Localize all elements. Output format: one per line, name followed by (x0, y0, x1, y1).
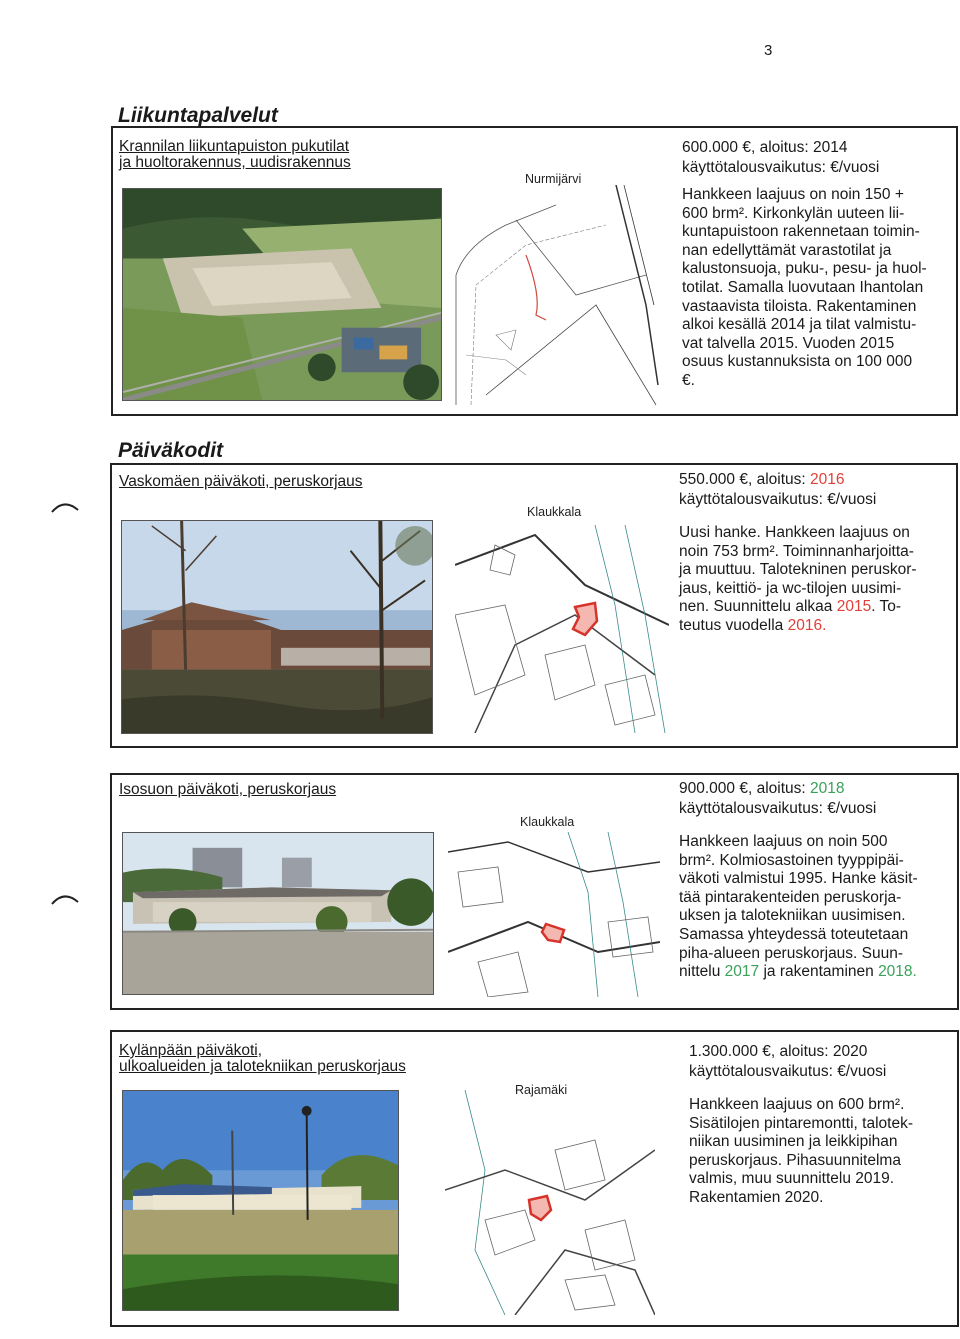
desc-line: €. (682, 371, 695, 389)
location-map-krannila (446, 185, 671, 410)
desc-line: totilat. Samalla luovutaan Ihantolan (682, 278, 924, 296)
desc-line: nittelu 2017 ja rakentaminen 2018. (679, 963, 917, 981)
desc-line: niikan uusiminen ja leikkipihan (689, 1133, 898, 1151)
desc-line: brm². Kolmiosastoinen tyyppipäi- (679, 851, 904, 869)
desc-line: Hankkeen laajuus on 600 brm². (689, 1096, 905, 1113)
desc-line: Rakentamien 2020. (689, 1188, 824, 1206)
desc-line: Hankkeen laajuus on noin 500 (679, 833, 888, 850)
photo-isosuo (122, 832, 434, 995)
desc-line: Samassa yhteydessä toteutetaan (679, 925, 909, 943)
cost-line: 550.000 €, aloitus: 2016 (679, 471, 845, 488)
operating-cost-line: käyttötalousvaikutus: €/vuosi (689, 1063, 887, 1080)
project-title-krannila (119, 139, 351, 171)
desc-line: Hankkeen laajuus on noin 150 + (682, 186, 904, 203)
cost-block-vaskomaki (679, 470, 876, 510)
photo-vaskomaki (121, 520, 433, 734)
section-heading-liikuntapalvelut: Liikuntapalvelut (118, 104, 278, 127)
aerial-photo-krannila (122, 188, 442, 401)
cost-block-isosuo (679, 779, 876, 819)
cost-line: 900.000 €, aloitus: 2018 (679, 780, 845, 797)
map-label-vaskomaki: Klaukkala (527, 505, 582, 519)
operating-cost-line: käyttötalousvaikutus: €/vuosi (679, 800, 877, 817)
project-title-vaskomaki (119, 474, 363, 490)
desc-line: kalustonsuoja, puku-, pesu- ja huol- (682, 260, 927, 278)
title-line: Kylänpään päiväkoti, (119, 1042, 263, 1059)
desc-line: 600 brm². Kirkonkylän uuteen lii- (682, 204, 905, 222)
desc-line: nan edellyttämät varastotilat ja (682, 241, 892, 259)
title-line: Vaskomäen päiväkoti, peruskorjaus (119, 473, 363, 490)
page-number: 3 (764, 42, 773, 59)
desc-line: vastaavista tiloista. Rakentaminen (682, 297, 917, 315)
corner-mark (50, 498, 80, 528)
title-line: Krannilan liikuntapuiston pukutilat (119, 138, 350, 155)
location-map-isosuo (448, 832, 660, 997)
project-title-kylanpaa (119, 1043, 406, 1075)
location-map-vaskomaki (455, 525, 669, 733)
description-kylanpaa (689, 1096, 913, 1208)
desc-line: peruskorjaus. Pihasuunnitelma (689, 1151, 901, 1169)
location-map-kylanpaa (445, 1090, 655, 1315)
title-line: ja huoltorakennus, uudisrakennus (119, 154, 351, 171)
desc-line: Sisätilojen pintaremontti, talotek- (689, 1114, 914, 1132)
desc-line: tää pintarakenteiden peruskorja- (679, 888, 902, 906)
desc-line: piha-alueen peruskorjaus. Suun- (679, 944, 904, 962)
desc-line: ja muuttuu. Talotekninen peruskor- (679, 561, 917, 579)
operating-cost-line: käyttötalousvaikutus: €/vuosi (682, 159, 880, 176)
desc-line: vat talvella 2015. Vuoden 2015 (682, 334, 895, 352)
desc-line: alkoi kesällä 2014 ja tilat valmistu- (682, 316, 917, 334)
map-label-krannila: Nurmijärvi (525, 172, 582, 186)
description-isosuo (679, 833, 918, 982)
desc-line: uksen ja talotekniikan uusimisen. (679, 907, 906, 925)
desc-line: teutus vuodella 2016. (679, 616, 827, 634)
title-line: Isosuon päiväkoti, peruskorjaus (119, 781, 337, 798)
cost-line: 600.000 €, aloitus: 2014 (682, 139, 848, 156)
section-heading-paivakodit: Päiväkodit (118, 439, 224, 462)
description-krannila (682, 186, 927, 391)
cost-block-kylanpaa (689, 1042, 886, 1082)
photo-kylanpaa (122, 1090, 399, 1311)
desc-line: valmis, muu suunnittelu 2019. (689, 1170, 895, 1188)
title-line: ulkoalueiden ja talotekniikan peruskorjaus (119, 1058, 406, 1075)
cost-block-krannila (682, 138, 879, 178)
desc-line: nen. Suunnittelu alkaa 2015. To- (679, 598, 902, 616)
start-year: 2016 (810, 471, 845, 488)
cost-line: 1.300.000 €, aloitus: 2020 (689, 1043, 868, 1060)
operating-cost-line: käyttötalousvaikutus: €/vuosi (679, 491, 877, 508)
desc-line: väkoti valmistui 1995. Hanke käsit- (679, 870, 918, 888)
description-vaskomaki (679, 524, 917, 636)
map-label-kylanpaa: Rajamäki (515, 1083, 568, 1097)
desc-line: jaus, keittiö- ja wc-tilojen uusimi- (679, 579, 902, 597)
map-label-isosuo: Klaukkala (520, 815, 575, 829)
desc-line: noin 753 brm². Toiminnanharjoitta- (679, 542, 914, 560)
corner-mark (50, 890, 80, 920)
desc-line: Uusi hanke. Hankkeen laajuus on (679, 524, 910, 541)
desc-line: kuntapuistoon rakennetaan toimin- (682, 223, 920, 241)
project-title-isosuo (119, 782, 336, 798)
desc-line: osuus kustannuksista on 100 000 (682, 353, 913, 371)
start-year: 2018 (810, 780, 845, 797)
